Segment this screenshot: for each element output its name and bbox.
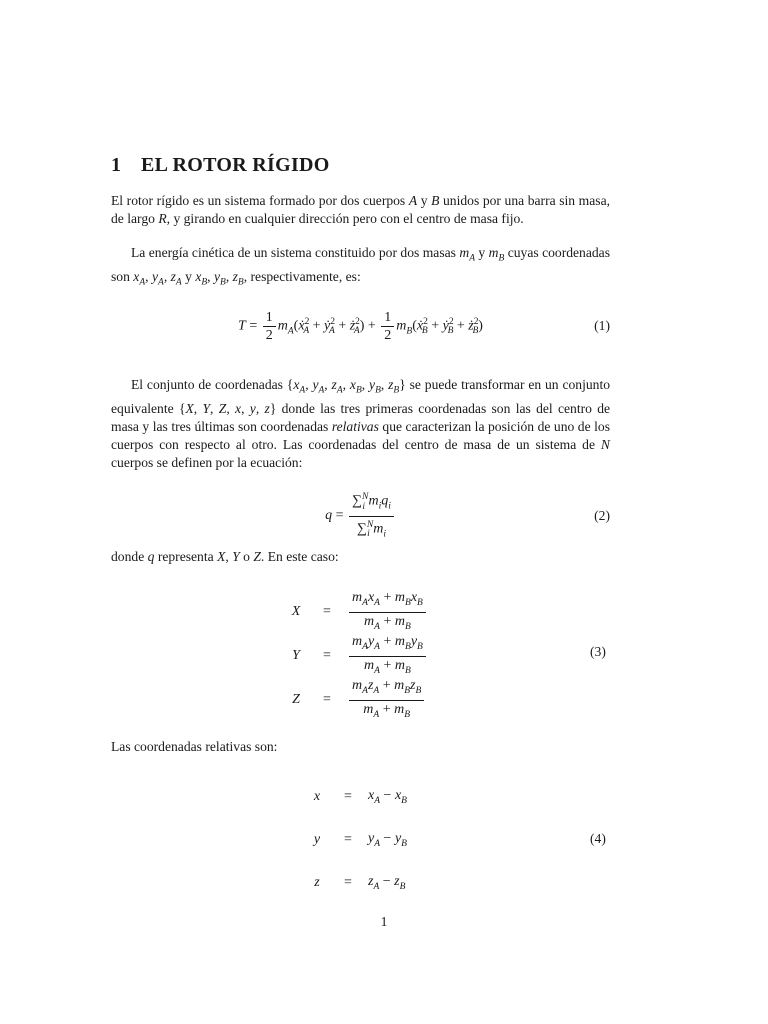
page-number: 1	[380, 914, 388, 929]
equation-2-body: q = $\frac{\sum^N_i m_iq_i}{\sum^N_i m_i}$	[325, 490, 396, 542]
paragraph-coordinates: El conjunto de coordenadas {$x_A$, $y_A$, $z_A$, $x_B$, $y_B$, $z_B$} se puede transformar en un conjunto equivalente {X, Y, Z, x, y, z} donde las tres primeras coordenadas son las del centro de masa y las tres últimas son coordenadas relativas que caracterizan la posición de uno de los cuerpos con respecto al otro. Las coordenadas del centro de masa de un sistema de N cuerpos se definen por la ecuación:	[111, 377, 611, 470]
equation-1	[111, 308, 610, 344]
equation-3-number: (3)	[590, 644, 606, 659]
section-number: 1	[111, 154, 122, 176]
section-title-text: EL ROTOR RÍGIDO	[141, 154, 330, 176]
equation-2	[111, 494, 610, 538]
equation-3-row-y: Y = $\frac{m_Ay_A + m_By_B}{m_A + m_B}$	[285, 634, 428, 679]
equation-3-row-x: X = $\frac{m_Ax_A + m_Bx_B}{m_A + m_B}$	[285, 590, 428, 635]
paragraph-q-represents: donde q representa X, Y o Z. En este caso:	[111, 549, 339, 564]
equation-4-row-z: z = $z_A - z_B$	[314, 874, 406, 892]
paragraph-relative: Las coordenadas relativas son:	[111, 739, 278, 754]
section-heading	[111, 154, 330, 177]
equation-1-body: T = $\frac{1}{2}$ $m_A(ẋ^2_A$ + ẏ$^2_A$ + $ż^2_A$) + $\frac{1}{2}$ $m_B(ẋ^2_B$ + ẏ$^2_B$ + $ż^2_B$)	[238, 309, 483, 343]
equation-3-row-z: Z = $\frac{m_Az_A + m_Bz_B}{m_A + m_B}$	[285, 678, 426, 723]
equation-2-number: (2)	[594, 508, 610, 523]
paragraph-kinetic-energy: La energía cinética de un sistema constituido por dos masas $m_A$ y $m_B$ cuyas coordenadas son $x_A$, $y_A$, $z_A$ y $x_B$, $y_B$, $z_B$, respectivamente, es:	[111, 245, 611, 288]
equation-4-row-y: y = $y_A - y_B$	[313, 831, 407, 849]
paragraph-intro: El rotor rígido es un sistema formado por dos cuerpos A y B unidos por una barra sin masa, de largo R, y girando en cualquier dirección pero con el centro de masa fijo.	[111, 193, 611, 226]
equation-4-row-x: x = $x_A - x_B$	[313, 788, 407, 806]
equation-1-number: (1)	[594, 318, 610, 333]
equation-4-number: (4)	[590, 831, 606, 846]
